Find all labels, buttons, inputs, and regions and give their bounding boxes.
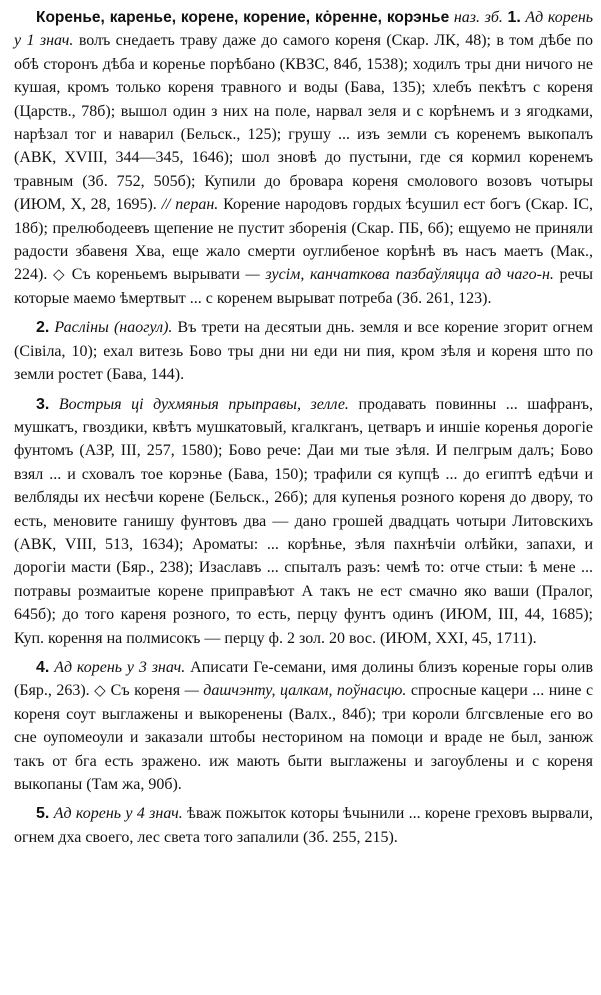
sense-4-examples-b: спросные кацери ... нине с кореня соут выглажены и выкоренены (Валх., 84б); три короли блгсвленые его во сне оупомеоули и заказали штобы несторином на помоци и враде не был, занюж такъ от бга есть зражено. иж мають быти выглажены и загоублены и с кореня выкопаны (Там жа, 90б).: [14, 682, 594, 793]
sense-2-examples: Въ трети на десятыи днь. земля и все корение згорит огнем (Сівіла, 10); ехал витезь Бово тры дни ни еди ни пия, кром зѣля и кореня што по земли ростет (Бава, 144).: [14, 319, 594, 384]
sense-number-5: 5.: [36, 805, 50, 823]
sense-2-gloss: Расліны (наогул).: [54, 319, 173, 337]
phrase-diamond-icon: ◇: [52, 265, 67, 284]
sense-3-gloss: Вострыя ці духмяныя прыправы, зелле.: [58, 395, 349, 413]
phrase-4: Съ кореня: [110, 682, 181, 700]
sense-5-examples: ѣваж пожыток которы ѣчынили ... корене греховъ вырвали, огнем дха своего, лес света того запалили (Зб. 255, 215).: [14, 805, 594, 846]
phrase-diamond-icon: ◇: [94, 681, 107, 700]
sense-1-examples-a: волъ снедаеть траву даже до самого кореня (Скар. ЛК, 48); в том дѣбе по обѣ сторонъ дѣба и коренье порѣбано (КВЗС, 84б, 1538); ходилъ тры дни ничого не кушая, кромъ только кореня травного и воды (Бава, 135); хлебъ пекѣтъ с кореня (Царств., 78б); вышол один з них на поле, нарвал зеля и с корѣнемъ и з ягодками, нарѣзал тог и наварил (Бельск., 125); грушу ... изъ земли съ коренемъ выкопалъ (АВК, XVIII, 344—345, 1646); шол зновѣ до пустыни, где ся кормил коренемъ травным (Зб. 752, 505б); Купили до бровара кореня смолового возовъ чотыры (ИЮМ, X, 28, 1695).: [14, 32, 594, 214]
sense-2: [14, 316, 593, 386]
sense-1: [14, 6, 593, 310]
sense-number-2: 2.: [36, 319, 50, 337]
grammar-note: наз. зб.: [453, 9, 503, 26]
sense-1-examples-c: речы которые маемо ѣмертвыт ... с коренем вырыват потреба (Зб. 261, 123).: [14, 266, 594, 307]
phrase-4-gloss: — дашчэнту, цалкам, поўнасцю.: [184, 682, 407, 700]
headword: Коренье, каренье, корене, корение, кȯренне, корэнье: [36, 9, 450, 26]
sense-number-4: 4.: [36, 658, 50, 676]
sense-ref-4: Ад корень у 3 знач.: [54, 658, 186, 676]
sense-4-examples-a: Аписати Ге-семани, имя долины близъ кореные горы олив (Бяр., 263).: [14, 658, 594, 700]
sense-ref-1: Ад корень у 1 знач.: [14, 9, 594, 50]
sense-number-3: 3.: [36, 395, 50, 413]
sense-ref-5: Ад корень у 4 знач.: [53, 805, 183, 823]
phrase-1-gloss: — зусім, канчаткова пазбаўляцца ад чаго-н.: [245, 266, 554, 284]
sense-3-examples: продавать повинны ... шафранъ, мушкатъ, гвоздики, квѣтъ мушкатовый, кгалкганъ, цетваръ и иншіе коренья дорогіе фунтомъ (АЗР, III, 257, 1580); Бово рече: Даи ми тые зѣля. И пелгрым далъ; Бово взял ... и сховалъ тое корэнье (Бава, 150); трафили ся купцѣ ... до египтѣ едѣчи и велбляды их несѣчи корене (Бельск., 26б); для купенья розного кореня до двору, то есть, меновите ганишу фунтовъ два — дано грошей двадцать чотыри Литовскихъ (АВК, VIII, 513, 1634); Ароматы: ... корѣнье, зѣля пахнѣчіи олѣйки, запахи, и дорогіи масти (Бяр., 238); Изаславъ ... спыталъ разъ: чемѣ то: отче стыи: ѣ мене ... потравы розмаитые корене приправѣют А такъ не ест смачно яко ваши (Пралог, 645б); до того кареня розного, то есть, перцу фунтъ одинъ (ИЮМ, III, 44, 1685); Куп. корення на полмисокъ — перцу ф. 2 зол. 20 вос. (ИЮМ, XXI, 45, 1711).: [14, 395, 594, 647]
phrase-1: Съ кореньемъ вырывати: [71, 266, 240, 284]
sense-1-examples-b: Корение народовъ гордых ѣсушил ест богъ (Скар. IC, 18б); прелюбодеевъ щепение не пустит зборенія (Скар. ПБ, 6б); ещуемо не приняли радости збавеня Хва, еще жало смерти оуглибеное корѣнѣ въ насъ маетъ (Мак., 224).: [14, 196, 593, 284]
sense-4: [14, 656, 593, 796]
figurative-marker: // перан.: [161, 196, 219, 214]
sense-5: [14, 802, 593, 849]
sense-number-1: 1.: [507, 9, 521, 26]
sense-3: [14, 393, 593, 650]
